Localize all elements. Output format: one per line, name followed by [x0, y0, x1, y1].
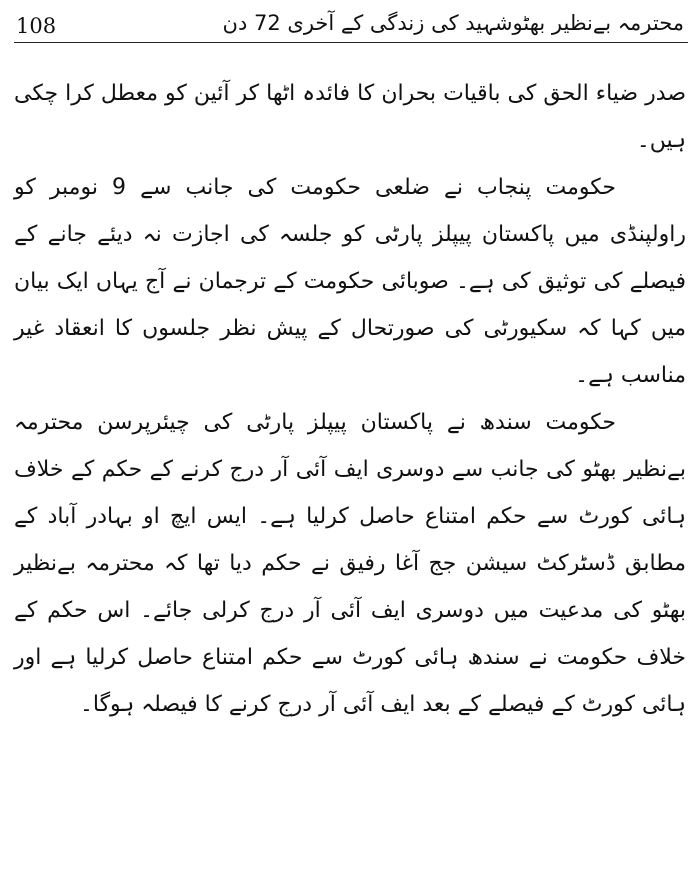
page-header [14, 4, 688, 43]
paragraph-2: حکومت پنجاب نے ضلعی حکومت کی جانب سے 9 نومبر کو راولپنڈی میں پاکستان پیپلز پارٹی کو جلسہ کی اجازت نہ دیئے جانے کے فیصلے کی توثیق کی ہے۔ صوبائی حکومت کے ترجمان نے آج یہاں ایک بیان میں کہا کہ سکیورٹی کی صورتحال کے پیش نظر جلسوں کا انعقاد غیر مناسب ہے۔ [14, 175, 686, 388]
body-text [14, 70, 686, 728]
paragraph-3: حکومت سندھ نے پاکستان پیپلز پارٹی کی چیئرپرسن محترمہ بےنظیر بھٹو کی جانب سے دوسری ایف آئی آر درج کرنے کے حکم کے خلاف ہائی کورٹ سے حکم امتناع حاصل کرلیا ہے۔ ایس ایچ او بہادر آباد کے مطابق ڈسٹرکٹ سیشن جج آغا رفیق نے حکم دیا تھا کہ محترمہ بےنظیر بھٹو کی مدعیت میں دوسری ایف آئی آر درج کرلی جائے۔ اس حکم کے خلاف حکومت نے سندھ ہائی کورٹ سے حکم امتناع حاصل کرلیا ہے اور ہائی کورٹ کے فیصلے کے بعد ایف آئی آر درج کرنے کا فیصلہ ہوگا۔ [14, 410, 686, 717]
page-number: 108 [16, 14, 57, 38]
running-title: محترمہ بےنظیر بھٹوشہید کی زندگی کے آخری 72 دن [222, 11, 684, 35]
paragraph-1: صدر ضیاء الحق کی باقیات بحران کا فائدہ اٹھا کر آئین کو معطل کرا چکی ہیں۔ [14, 81, 686, 153]
